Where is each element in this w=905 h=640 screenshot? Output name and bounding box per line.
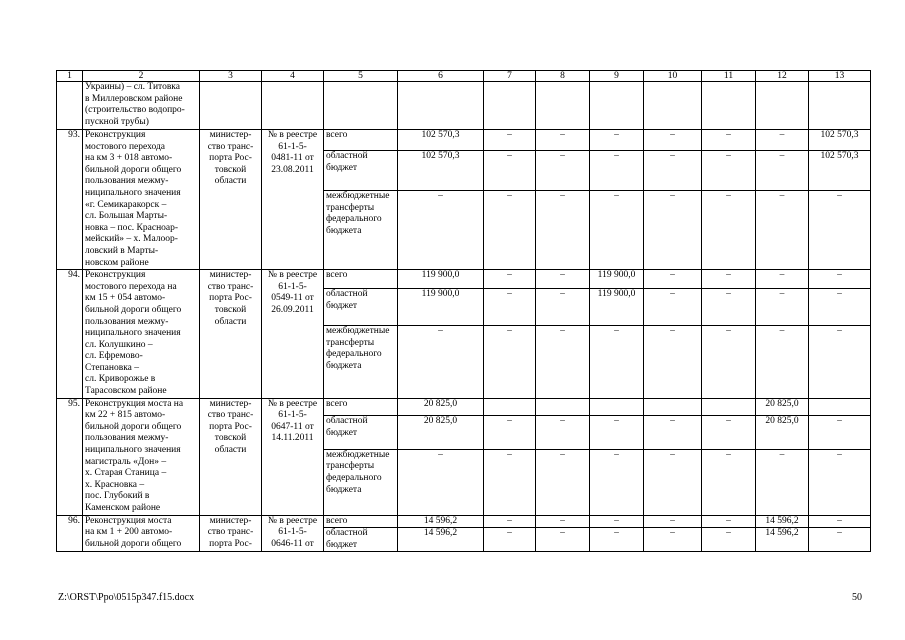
value-cell-col-12: 14 596,2 — [756, 515, 809, 528]
object-name: Реконструкция мостового перехода на км 3 + 018 автомо- бильной дороги общего пользования межму- ниципального значения «г. Семикаракорск – сл. Большая Марты- новка – пос. Красноар- мейский» – х. Малоор- ловский в Марты- новском районе — [83, 130, 200, 270]
column-header-1: 1 — [57, 71, 83, 82]
table-row — [57, 130, 871, 151]
value-cell-col-6: 102 570,3 — [398, 130, 484, 151]
table-row — [57, 515, 871, 528]
value-cell-col-9: – — [590, 515, 644, 528]
value-cell-col-10 — [644, 398, 702, 415]
value-cell-col-11: – — [702, 130, 756, 151]
value-cell-col-8 — [536, 398, 590, 415]
value-cell-col-8: – — [536, 416, 590, 450]
value-cell-col-13: – — [809, 289, 871, 326]
column-header-10: 10 — [644, 71, 702, 82]
column-header-7: 7 — [484, 71, 536, 82]
column-header-6: 6 — [398, 71, 484, 82]
value-cell-col-11: – — [702, 270, 756, 289]
value-cell-col-7: – — [484, 270, 536, 289]
registry-number: № в реестре 61-1-5- 0549-11 от 26.09.2011 — [262, 270, 324, 399]
funding-source-label: всего — [324, 270, 398, 289]
value-cell-col-9: – — [590, 528, 644, 552]
funding-source-label: областной бюджет — [324, 150, 398, 190]
row-number: 94. — [57, 270, 83, 399]
value-cell-col-12: – — [756, 326, 809, 398]
value-cell-col-10: – — [644, 326, 702, 398]
value-cell-col-12: – — [756, 270, 809, 289]
value-cell-col-7: – — [484, 528, 536, 552]
value-cell-col-7: – — [484, 191, 536, 270]
budget-table — [56, 70, 871, 552]
value-cell-col-8: – — [536, 191, 590, 270]
value-cell-col-10: – — [644, 130, 702, 151]
funding-source-label: всего — [324, 398, 398, 415]
funding-source-label: областной бюджет — [324, 416, 398, 450]
value-cell-col-11: – — [702, 150, 756, 190]
table-row — [57, 270, 871, 289]
continuation-text: Украины) – сл. Титовка в Миллеровском районе (строительство водопро- пускной трубы) — [83, 82, 200, 130]
funding-source-label: областной бюджет — [324, 289, 398, 326]
column-header-13: 13 — [809, 71, 871, 82]
value-cell-col-6: 102 570,3 — [398, 150, 484, 190]
value-cell-col-11: – — [702, 515, 756, 528]
value-cell-col-10: – — [644, 289, 702, 326]
column-header-9: 9 — [590, 71, 644, 82]
value-cell-col-6: 119 900,0 — [398, 270, 484, 289]
value-cell-col-8: – — [536, 449, 590, 515]
funding-source-label: всего — [324, 515, 398, 528]
value-cell-col-6: – — [398, 326, 484, 398]
funding-source-label: межбюджетные трансферты федерального бюджета — [324, 449, 398, 515]
row-number: 96. — [57, 515, 83, 552]
value-cell-col-11: – — [702, 416, 756, 450]
value-cell-col-11 — [702, 398, 756, 415]
value-cell-col-7: – — [484, 515, 536, 528]
value-cell-col-9: – — [590, 449, 644, 515]
value-cell-col-8: – — [536, 515, 590, 528]
funding-source-label: областной бюджет — [324, 528, 398, 552]
value-cell-col-7: – — [484, 150, 536, 190]
value-cell-col-11: – — [702, 289, 756, 326]
value-cell-col-12: 14 596,2 — [756, 528, 809, 552]
value-cell-col-7: – — [484, 416, 536, 450]
registry-number: № в реестре 61-1-5- 0647-11 от 14.11.2011 — [262, 398, 324, 515]
value-cell-col-11: – — [702, 449, 756, 515]
funding-source-label: межбюджетные трансферты федерального бюджета — [324, 326, 398, 398]
value-cell-col-12: – — [756, 449, 809, 515]
value-cell-col-9: – — [590, 191, 644, 270]
value-cell-col-13: 102 570,3 — [809, 150, 871, 190]
value-cell-col-13: – — [809, 191, 871, 270]
value-cell-col-9: – — [590, 130, 644, 151]
registry-number: № в реестре 61-1-5- 0646-11 от — [262, 515, 324, 552]
table-header — [57, 71, 871, 82]
value-cell-col-6: 119 900,0 — [398, 289, 484, 326]
column-header-4: 4 — [262, 71, 324, 82]
value-cell-col-9: 119 900,0 — [590, 270, 644, 289]
value-cell-col-6: 20 825,0 — [398, 416, 484, 450]
value-cell-col-13: – — [809, 449, 871, 515]
value-cell-col-7 — [484, 398, 536, 415]
value-cell-col-6: – — [398, 191, 484, 270]
value-cell-col-10: – — [644, 449, 702, 515]
continuation-row — [57, 82, 871, 130]
value-cell-col-12: 20 825,0 — [756, 398, 809, 415]
value-cell-col-13 — [809, 398, 871, 415]
value-cell-col-8: – — [536, 326, 590, 398]
value-cell-col-7: – — [484, 326, 536, 398]
object-name: Реконструкция моста на км 1 + 200 автомо- бильной дороги общего — [83, 515, 200, 552]
value-cell-col-6: 14 596,2 — [398, 528, 484, 552]
value-cell-col-10: – — [644, 416, 702, 450]
value-cell-col-9: 119 900,0 — [590, 289, 644, 326]
value-cell-col-6: 14 596,2 — [398, 515, 484, 528]
registry-number: № в реестре 61-1-5- 0481-11 от 23.08.2011 — [262, 130, 324, 270]
column-header-2: 2 — [83, 71, 200, 82]
value-cell-col-10: – — [644, 515, 702, 528]
customer-org: министер- ство транс- порта Рос- — [200, 515, 262, 552]
value-cell-col-13: 102 570,3 — [809, 130, 871, 151]
value-cell-col-13: – — [809, 416, 871, 450]
value-cell-col-11: – — [702, 191, 756, 270]
value-cell-col-6: 20 825,0 — [398, 398, 484, 415]
table-row — [57, 398, 871, 415]
header-row — [57, 71, 871, 82]
value-cell-col-7: – — [484, 289, 536, 326]
value-cell-col-8: – — [536, 130, 590, 151]
row-number: 93. — [57, 130, 83, 270]
value-cell-col-9: – — [590, 416, 644, 450]
value-cell-col-9 — [590, 398, 644, 415]
funding-source-label: межбюджетные трансферты федерального бюджета — [324, 191, 398, 270]
value-cell-col-6: – — [398, 449, 484, 515]
funding-source-label: всего — [324, 130, 398, 151]
object-name: Реконструкция мостового перехода на км 15 + 054 автомо- бильной дороги общего пользования межму- ниципального значения сл. Колушкино – сл. Ефремово- Степановка – сл. Криворожье в Тарасовском районе — [83, 270, 200, 399]
value-cell-col-7: – — [484, 130, 536, 151]
customer-org: министер- ство транс- порта Рос- товской области — [200, 130, 262, 270]
object-name: Реконструкция моста на км 22 + 815 автомо- бильной дороги общего пользования межму- ниципального значения магистраль «Дон» – х. Старая Станица – х. Красновка – пос. Глубокий в Каменском районе — [83, 398, 200, 515]
column-header-3: 3 — [200, 71, 262, 82]
value-cell-col-12: – — [756, 289, 809, 326]
value-cell-col-7: – — [484, 449, 536, 515]
column-header-5: 5 — [324, 71, 398, 82]
value-cell-col-10: – — [644, 191, 702, 270]
footer-file-path: Z:\ORST\Ppo\0515p347.f15.docx — [58, 592, 195, 603]
value-cell-col-13: – — [809, 326, 871, 398]
value-cell-col-13: – — [809, 528, 871, 552]
customer-org: министер- ство транс- порта Рос- товской области — [200, 398, 262, 515]
value-cell-col-8: – — [536, 270, 590, 289]
value-cell-col-9: – — [590, 150, 644, 190]
value-cell-col-10: – — [644, 528, 702, 552]
value-cell-col-8: – — [536, 150, 590, 190]
footer-page-number: 50 — [852, 592, 862, 603]
value-cell-col-11: – — [702, 528, 756, 552]
value-cell-col-12: – — [756, 191, 809, 270]
value-cell-col-10: – — [644, 270, 702, 289]
value-cell-col-10: – — [644, 150, 702, 190]
value-cell-col-9: – — [590, 326, 644, 398]
value-cell-col-13: – — [809, 515, 871, 528]
value-cell-col-13: – — [809, 270, 871, 289]
value-cell-col-11: – — [702, 326, 756, 398]
column-header-12: 12 — [756, 71, 809, 82]
column-header-8: 8 — [536, 71, 590, 82]
value-cell-col-12: 20 825,0 — [756, 416, 809, 450]
customer-org: министер- ство транс- порта Рос- товской области — [200, 270, 262, 399]
value-cell-col-12: – — [756, 150, 809, 190]
value-cell-col-8: – — [536, 528, 590, 552]
row-number: 95. — [57, 398, 83, 515]
value-cell-col-12: – — [756, 130, 809, 151]
column-header-11: 11 — [702, 71, 756, 82]
value-cell-col-8: – — [536, 289, 590, 326]
table-body — [57, 82, 871, 552]
